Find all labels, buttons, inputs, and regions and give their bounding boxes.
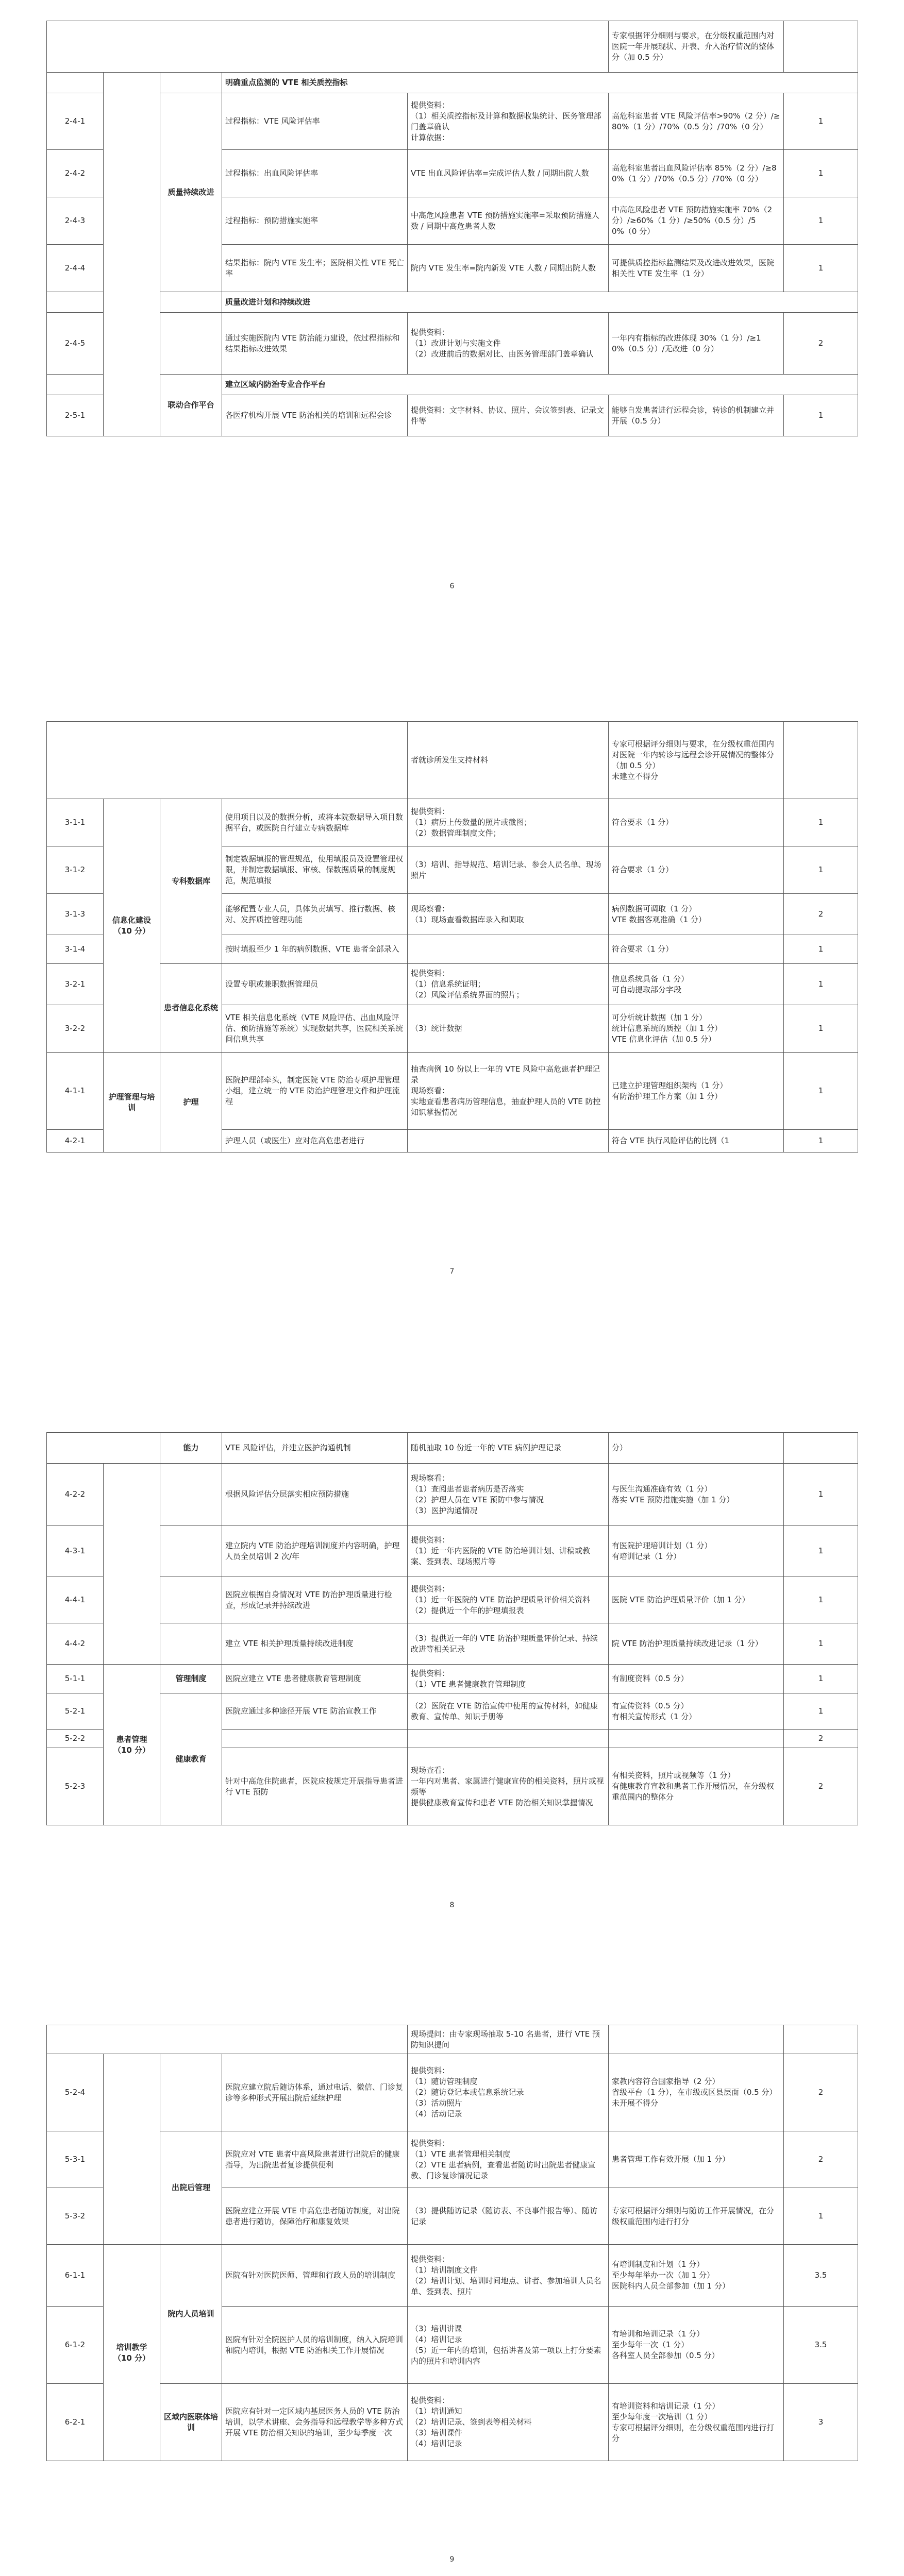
item-code: 4-2-2 [47, 1464, 104, 1526]
table-row [47, 2245, 858, 2307]
score-cell: 1 [784, 197, 858, 245]
item-code: 3-2-1 [47, 964, 104, 1005]
subcategory-cell: 院内人员培训 [160, 2245, 222, 2384]
criteria-cell: 有相关资料，照片或视频等（1 分） 有健康教育宣教和患者工作开展情况，在分级权重范围内的整体分 [609, 1748, 784, 1825]
evidence-cell: 提供资料：文字材料、协议、照片、会议签到表、记录文件等 [408, 395, 609, 436]
score-cell: 3 [784, 2384, 858, 2461]
criteria-cell: 可提供质控指标监测结果及改进改进效果，医院相关性 VTE 发生率（1 分） [609, 245, 784, 292]
score-cell: 2 [784, 894, 858, 935]
item-code: 4-4-1 [47, 1577, 104, 1623]
score-cell: 1 [784, 964, 858, 1005]
criteria-cell: 高危科室患者出血风险评估率 85%（2 分）/≥80%（1 分）/70%（0.5 分）/70%（0 分） [609, 150, 784, 197]
criteria-cell: 有培训资料和培训记录（1 分） 至少每年度一次培训（1 分） 专家可根据评分细则，在分级权重范围内进行打分 [609, 2384, 784, 2461]
item-code: 2-4-1 [47, 93, 104, 150]
evidence-cell: 提供资料： （1）相关质控指标及计算和数据收集统计、医务管理部门盖章确认 计算依据： [408, 93, 609, 150]
evidence-cell [408, 935, 609, 964]
requirement-cell: 能够配置专业人员，具体负责填写、推行数据、核对、发挥质控管理功能 [222, 894, 408, 935]
score-cell: 1 [784, 1464, 858, 1526]
evidence-cell: 者就诊所发生支持材料 [408, 722, 609, 799]
score-cell: 1 [784, 1130, 858, 1153]
requirement-cell: 医院应建立院后随访体系，通过电话、微信、门诊复诊等多种形式开展出院后延续护理 [222, 2054, 408, 2131]
requirement-cell: 护理人员（或医生）应对危高危患者进行 [222, 1130, 408, 1153]
requirement-cell: 医院应根据自身情况对 VTE 防治护理质量进行检查，形成记录并持续改进 [222, 1577, 408, 1623]
item-code: 4-2-1 [47, 1130, 104, 1153]
criteria-cell [609, 2025, 784, 2054]
score-cell [784, 2025, 858, 2054]
section-heading: 质量改进计划和持续改进 [222, 292, 858, 313]
item-code: 2-4-5 [47, 313, 104, 375]
criteria-cell: 高危科室患者 VTE 风险评估率>90%（2 分）/≥80%（1 分）/70%（0.5 分）/70%（0 分） [609, 93, 784, 150]
page-number: 7 [449, 1267, 455, 1276]
score-cell: 1 [784, 93, 858, 150]
score-cell: 1 [784, 150, 858, 197]
category-cell: 培训教学 （10 分） [104, 2245, 160, 2461]
score-cell: 1 [784, 935, 858, 964]
table-row [47, 964, 858, 1005]
category-cell: 患者管理 （10 分） [104, 1665, 160, 1825]
evidence-cell [408, 1130, 609, 1153]
evidence-cell: 提供资料： （1）培训通知 （2）培训记录、签到表等相关材料 （3）培训课件 （4）培训记录 [408, 2384, 609, 2461]
scoring-table-page-3 [46, 1432, 858, 1825]
score-cell: 2 [784, 2131, 858, 2188]
item-code: 3-1-3 [47, 894, 104, 935]
criteria-cell: 有培训和培训记录（1 分） 至少每年一次（1 分） 各科室人员全部参加（0.5 分） [609, 2307, 784, 2384]
requirement-cell: VTE 风险评估，并建立医护沟通机制 [222, 1433, 408, 1464]
item-code: 5-1-1 [47, 1665, 104, 1693]
score-cell: 1 [784, 846, 858, 894]
item-code: 5-3-2 [47, 2188, 104, 2245]
criteria-cell: 中高危风险患者 VTE 预防措施实施率 70%（2 分）/≥60%（1 分）/≥50%（0.5 分）/50%（0 分） [609, 197, 784, 245]
table-row [47, 2384, 858, 2461]
table-row [47, 93, 858, 150]
requirement-cell: 医院应通过多种途径开展 VTE 防治宣教工作 [222, 1693, 408, 1730]
requirement-cell: 建立院内 VTE 防治护理培训制度并内容明确，护理人员全员培训 2 次/年 [222, 1526, 408, 1577]
score-cell: 2 [784, 1730, 858, 1748]
evidence-cell: 提供资料： （1）随访管理制度 （2）随访登记本或信息系统记录 （3）活动照片 （4）活动记录 [408, 2054, 609, 2131]
scoring-table-page-2 [46, 721, 858, 1153]
section-heading: 建立区域内防治专业合作平台 [222, 375, 858, 395]
evidence-cell: 提供资料： （1）近一年内医院的 VTE 防治培训计划、讲稿或教案、签到表、现场照片等 [408, 1526, 609, 1577]
evidence-cell: 提供资料： （1）培训制度文件 （2）培训计划、培训时间地点、讲者、参加培训人员名单、签到表、照片 [408, 2245, 609, 2307]
table-row [47, 313, 858, 375]
requirement-cell: 医院有针对医院医师、管理和行政人员的培训制度 [222, 2245, 408, 2307]
criteria-cell: 专家可根据评分细则与随访工作开展情况，在分级权重范围内进行打分 [609, 2188, 784, 2245]
table-row [47, 1693, 858, 1730]
requirement-cell: 制定数据填报的管理规范，使用填报员及设置管理权限，并制定数据填报、审核、保数据质量的制度规范，规范填报 [222, 846, 408, 894]
criteria-cell: 能够自发患者进行远程会诊，转诊的机制建立并开展（0.5 分） [609, 395, 784, 436]
score-cell: 1 [784, 395, 858, 436]
table-row [47, 2025, 858, 2054]
evidence-cell: VTE 出血风险评估率=完成评估人数 / 同期出院人数 [408, 150, 609, 197]
score-cell: 1 [784, 1005, 858, 1053]
criteria-cell: 院 VTE 防治护理质量持续改进记录（1 分） [609, 1623, 784, 1665]
requirement-cell: 结果指标：院内 VTE 发生率；医院相关性 VTE 死亡率 [222, 245, 408, 292]
item-code: 2-4-4 [47, 245, 104, 292]
requirement-cell: 针对中高危住院患者，医院应按规定开展指导患者进行 VTE 预防 [222, 1748, 408, 1825]
item-code: 3-1-4 [47, 935, 104, 964]
score-cell: 1 [784, 1693, 858, 1730]
item-code: 5-2-4 [47, 2054, 104, 2131]
table-row [47, 799, 858, 846]
table-row [47, 1665, 858, 1693]
evidence-cell: 院内 VTE 发生率=院内新发 VTE 人数 / 同期出院人数 [408, 245, 609, 292]
evidence-cell: （2）医院在 VTE 防治宣传中使用的宣传材料，如健康教育、宣传单、知识手册等 [408, 1693, 609, 1730]
evidence-cell: 现场察看： （1）现场查看数据库录入和调取 [408, 894, 609, 935]
table-row [47, 375, 858, 395]
requirement-cell: 建立 VTE 相关护理质量持续改进制度 [222, 1623, 408, 1665]
evidence-cell: 提供资料： （1）信息系统证明； （2）风险评估系统界面的照片； [408, 964, 609, 1005]
criteria-cell: 医院 VTE 防治护理质量评价（加 1 分） [609, 1577, 784, 1623]
score-cell: 3.5 [784, 2245, 858, 2307]
item-code: 6-1-1 [47, 2245, 104, 2307]
subcategory-cell: 出院后管理 [160, 2131, 222, 2245]
evidence-cell [408, 1730, 609, 1748]
requirement-cell: 使用项目以及的数据分析，或将本院数据导入项目数据平台，或医院自行建立专病数据库 [222, 799, 408, 846]
score-cell: 1 [784, 1577, 858, 1623]
requirement-cell: 过程指标：预防措施实施率 [222, 197, 408, 245]
category-cell: 信息化建设 （10 分） [104, 799, 160, 1053]
item-code: 2-5-1 [47, 395, 104, 436]
criteria-cell: 已建立护理管理组织架构（1 分） 有防治护理工作方案（加 1 分） [609, 1053, 784, 1130]
criteria-cell: 一年内有指标的改进体现 30%（1 分）/≥10%（0.5 分）/无改进（0 分） [609, 313, 784, 375]
evidence-cell: 提供资料： （1）VTE 患者管理相关制度 （2）VTE 患者病例，查看患者随访时出院患者健康宣教、门诊复诊情况记录 [408, 2131, 609, 2188]
criteria-cell: 有医院护理培训计划（1 分） 有培训记录（1 分） [609, 1526, 784, 1577]
table-row [47, 21, 858, 73]
evidence-cell: 提供资料： （1）VTE 患者健康教育管理制度 [408, 1665, 609, 1693]
page-number: 9 [449, 2555, 455, 2564]
requirement-cell: 通过实施医院内 VTE 防治能力建设，依过程指标和结果指标改进效果 [222, 313, 408, 375]
requirement-cell: 按时填报至少 1 年的病例数据、VTE 患者全部录入 [222, 935, 408, 964]
subcategory-cell: 区域内医联体培训 [160, 2384, 222, 2461]
page-number: 8 [449, 1901, 455, 1909]
requirement-cell: 医院有针对全院医护人员的培训制度，纳入入院培训和院内培训，根据 VTE 防治相关工作开展情况 [222, 2307, 408, 2384]
criteria-cell: 符合要求（1 分） [609, 846, 784, 894]
subcategory-cell: 健康教育 [160, 1693, 222, 1825]
score-cell: 1 [784, 1665, 858, 1693]
criteria-cell: 有制度资料（0.5 分） [609, 1665, 784, 1693]
table-row [47, 722, 858, 799]
subcategory-cell: 专科数据库 [160, 799, 222, 964]
criteria-cell: 家教内容符合国家指导（2 分） 省级平台（1 分），在市级或区县层面（0.5 分） 未开展不得分 [609, 2054, 784, 2131]
section-heading: 明确重点监测的 VTE 相关质控指标 [222, 73, 858, 93]
criteria-cell: 符合要求（1 分） [609, 935, 784, 964]
subcategory-cell: 能力 [160, 1433, 222, 1464]
requirement-cell: 医院应有针对一定区域内基层医务人员的 VTE 防治培训，以学术讲座、会务指导和远程教学等多种方式开展 VTE 防治相关知识的培训，至少每季度一次 [222, 2384, 408, 2461]
score-cell: 2 [784, 2054, 858, 2131]
score-cell [784, 1433, 858, 1464]
requirement-cell: 过程指标：VTE 风险评估率 [222, 93, 408, 150]
score-cell: 2 [784, 313, 858, 375]
score-cell: 1 [784, 245, 858, 292]
requirement-cell: 医院应建立开展 VTE 中高危患者随访制度，对出院患者进行随访，保障治疗和康复效果 [222, 2188, 408, 2245]
criteria-cell: 患者管理工作有效开展（加 1 分） [609, 2131, 784, 2188]
requirement-cell: 医院应建立 VTE 患者健康教育管理制度 [222, 1665, 408, 1693]
table-row [47, 2131, 858, 2188]
evidence-cell: （3）提供随访记录（随访表、不良事件报告等）、随访记录 [408, 2188, 609, 2245]
item-code: 2-4-2 [47, 150, 104, 197]
criteria-cell: 可分析统计数据（加 1 分） 统计信息系统的质控（加 1 分） VTE 信息化评估（加 0.5 分） [609, 1005, 784, 1053]
item-code: 4-3-1 [47, 1526, 104, 1577]
subcategory-cell: 护理 [160, 1053, 222, 1153]
criteria-cell: 有宣传资料（0.5 分） 有相关宣传形式（1 分） [609, 1693, 784, 1730]
requirement-cell: 过程指标：出血风险评估率 [222, 150, 408, 197]
table-row [47, 292, 858, 313]
subcategory-cell: 患者信息化系统 [160, 964, 222, 1053]
evidence-cell: （3）提供近一年的 VTE 防治护理质量评价记录、持续改进等相关记录 [408, 1623, 609, 1665]
score-cell: 1 [784, 799, 858, 846]
item-code: 6-2-1 [47, 2384, 104, 2461]
subcategory-cell: 质量持续改进 [160, 93, 222, 292]
item-code: 4-4-2 [47, 1623, 104, 1665]
evidence-cell: 中高危风险患者 VTE 预防措施实施率=采取预防措施人数 / 同期中高危患者人数 [408, 197, 609, 245]
evidence-cell: （3）培训、指导规范、培训记录、参会人员名单、现场照片 [408, 846, 609, 894]
score-cell: 1 [784, 1053, 858, 1130]
criteria-cell: 与医生沟通准确有效（1 分） 落实 VTE 预防措施实施（加 1 分） [609, 1464, 784, 1526]
criteria-cell: 分） [609, 1433, 784, 1464]
criteria-cell: 专家根据评分细则与要求，在分级权重范围内对医院一年开展现状、开表、介入治疗情况的整体分（加 0.5 分） [609, 21, 784, 73]
table-row [47, 1577, 858, 1623]
requirement-cell: 医院护理部牵头，制定医院 VTE 防治专项护理管理小组，建立统一的 VTE 防治护理管理文件和护理流程 [222, 1053, 408, 1130]
scoring-table-page-1 [46, 21, 858, 436]
item-code: 3-2-2 [47, 1005, 104, 1053]
requirement-cell [222, 1730, 408, 1748]
requirement-cell: 根据风险评估分层落实相应预防措施 [222, 1464, 408, 1526]
item-code: 5-2-1 [47, 1693, 104, 1730]
subcategory-cell: 管理制度 [160, 1665, 222, 1693]
item-code: 6-1-2 [47, 2307, 104, 2384]
item-code: 5-2-3 [47, 1748, 104, 1825]
evidence-cell: 提供资料： （1）病历上传数量的照片或截图； （2）数据管理制度文件； [408, 799, 609, 846]
item-code: 3-1-2 [47, 846, 104, 894]
requirement-cell: 医院应对 VTE 患者中高风险患者进行出院后的健康指导，为出院患者复诊提供便利 [222, 2131, 408, 2188]
score-cell: 1 [784, 1623, 858, 1665]
item-code: 5-3-1 [47, 2131, 104, 2188]
criteria-cell: 信息系统具备（1 分） 可自动提取部分字段 [609, 964, 784, 1005]
criteria-cell: 病例数据可调取（1 分） VTE 数据客观准确（1 分） [609, 894, 784, 935]
requirement-cell: 设置专职或兼职数据管理员 [222, 964, 408, 1005]
scoring-table-page-4 [46, 2025, 858, 2461]
item-code: 5-2-2 [47, 1730, 104, 1748]
requirement-cell: VTE 相关信息化系统（VTE 风险评估、出血风险评估、预防措施等系统）实现数据共享，医院相关系统间信息共享 [222, 1005, 408, 1053]
evidence-cell: 现场查看： 一年内对患者、家属进行健康宣传的相关资料，照片或视频等 提供健康教育宣传和患者 VTE 防治相关知识掌握情况 [408, 1748, 609, 1825]
criteria-cell [609, 1730, 784, 1748]
evidence-cell: （3）统计数据 [408, 1005, 609, 1053]
category-cell: 护理管理与培训 [104, 1053, 160, 1153]
table-row [47, 1623, 858, 1665]
page-number: 6 [449, 582, 455, 590]
requirement-cell: 各医疗机构开展 VTE 防治相关的培训和远程会诊 [222, 395, 408, 436]
criteria-cell: 符合要求（1 分） [609, 799, 784, 846]
evidence-cell: 现场提问：由专家现场抽取 5-10 名患者，进行 VTE 预防知识提问 [408, 2025, 609, 2054]
evidence-cell: 抽查病例 10 份以上一年的 VTE 风险中高危患者护理记录 现场察看： 实地查看患者病历管理信息，抽查护理人员的 VTE 防控知识掌握情况 [408, 1053, 609, 1130]
evidence-cell: 提供资料： （1）改进计划与实施文件 （2）改进前后的数据对比、由医务管理部门盖章确认 [408, 313, 609, 375]
score-cell [784, 21, 858, 73]
score-cell: 3.5 [784, 2307, 858, 2384]
criteria-cell: 有培训制度和计划（1 分） 至少每年举办一次（加 1 分） 医院科内人员全部参加（加 1 分） [609, 2245, 784, 2307]
score-cell: 1 [784, 1526, 858, 1577]
evidence-cell: 现场察看： （1）查阅患者患者病历是否落实 （2）护理人员在 VTE 预防中参与情况 （3）医护沟通情况 [408, 1464, 609, 1526]
evidence-cell: （3）培训讲课 （4）培训记录 （5）近一年内的培训，包括讲者及第一项以上打分要素内的照片和培训内容 [408, 2307, 609, 2384]
criteria-cell: 专家可根据评分细则与要求，在分级权重范围内对医院一年内转诊与远程会诊开展情况的整体分（加 0.5 分） 未建立不得分 [609, 722, 784, 799]
evidence-cell: 随机抽取 10 份近一年的 VTE 病例护理记录 [408, 1433, 609, 1464]
score-cell: 2 [784, 1748, 858, 1825]
item-code: 3-1-1 [47, 799, 104, 846]
evidence-cell: 提供资料： （1）近一年医院的 VTE 防治护理质量评价相关资料 （2）提供近一个年的护理填报表 [408, 1577, 609, 1623]
item-code: 4-1-1 [47, 1053, 104, 1130]
item-code: 2-4-3 [47, 197, 104, 245]
score-cell: 1 [784, 2188, 858, 2245]
table-row [47, 1526, 858, 1577]
table-row [47, 2054, 858, 2131]
table-row [47, 1053, 858, 1130]
criteria-cell: 符合 VTE 执行风险评估的比例（1 [609, 1130, 784, 1153]
subcategory-cell: 联动合作平台 [160, 375, 222, 436]
table-row [47, 73, 858, 93]
table-row [47, 1433, 858, 1464]
table-row [47, 1464, 858, 1526]
